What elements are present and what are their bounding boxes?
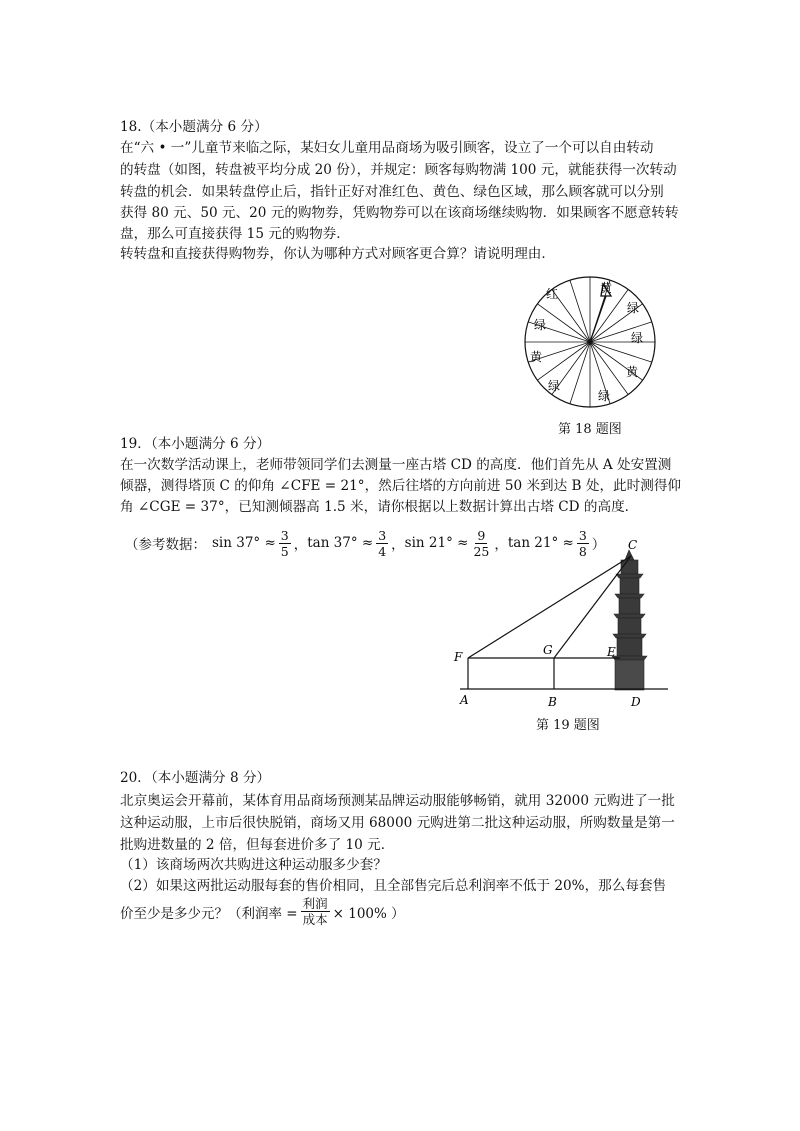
pagoda-geometry-figure — [450, 536, 680, 712]
q19-line-1: 在一次数学活动课上，老师带领同学们去测量一座古塔 CD 的高度．他们首先从 A 处安置测 — [120, 457, 672, 473]
q18-line-4: 获得 80 元、50 元、20 元的购物券，凭购物券可以在该商场继续购物．如果顾客不愿意转转 — [120, 205, 679, 221]
tan21-fraction: $\frac{3}{8}$ — [578, 527, 587, 559]
point-F: F — [454, 650, 463, 664]
q18-figure-caption: 第 18 题图 — [558, 422, 622, 437]
q18-line-2: 的转盘（如图，转盘被平均分成 20 份），并规定：顾客每购物满 100 元，就能获得一次转动 — [120, 162, 677, 178]
sin37-fraction: $\frac{3}{5}$ — [280, 527, 289, 559]
wheel-label-green-mid: 绿 — [631, 331, 644, 345]
wheel-label-red: 红 — [546, 287, 559, 301]
q20-header: 20．（本小题满分 8 分） — [120, 770, 271, 786]
point-E: E — [607, 645, 616, 659]
spinner-wheel-figure — [510, 272, 670, 412]
q18-line-1: 在“六 • 一”儿童节来临之际，某妇女儿童用品商场为吸引顾客，设立了一个可以自由转动 — [120, 140, 654, 156]
point-C: C — [628, 538, 638, 552]
wheel-label-yellow-top: 黄 — [600, 281, 613, 295]
wheel-sector-divider — [570, 342, 590, 404]
tan37-label: tan 37° ≈ — [307, 535, 374, 551]
point-A: A — [460, 693, 469, 707]
sep-1: ， — [293, 537, 308, 553]
q18-line-5: 盘，那么可直接获得 15 元的购物券． — [120, 226, 350, 242]
sin37-label: sin 37° ≈ — [212, 535, 276, 551]
wheel-label-yellow-right: 黄 — [626, 365, 639, 379]
sep-3: ， — [494, 537, 508, 553]
sin21-label: sin 21° ≈ — [404, 535, 469, 551]
point-G: G — [543, 643, 553, 657]
q20-line-3: 批购进数量的 2 倍，但每套进价多了 10 元． — [120, 837, 395, 853]
q19-header: 19．（本小题满分 6 分） — [120, 436, 271, 452]
q20-line-4: （1）该商场两次共购进这种运动服多少套？ — [120, 857, 387, 873]
q18-header: 18.（本小题满分 6 分） — [120, 119, 268, 135]
sep-2: ， — [391, 537, 405, 553]
wheel-label-green-right: 绿 — [627, 301, 640, 315]
point-D: D — [631, 695, 641, 709]
q19-line-2: 倾器，测得塔顶 C 的仰角 ∠CFE = 21°，然后往塔的方向前进 50 米到达 B 处，此时测得仰 — [120, 478, 682, 494]
wheel-label-green-bottom-left: 绿 — [548, 379, 561, 393]
wheel-sector-divider — [590, 342, 652, 362]
q20-last-suffix: × 100% ） — [332, 905, 405, 922]
q20-last-prefix: 价至少是多少元？（利润率 = — [120, 905, 298, 922]
q20-last-line — [120, 896, 405, 927]
wheel-label-green-left: 绿 — [534, 318, 547, 332]
wheel-label-yellow-left: 黄 — [530, 350, 543, 364]
pagoda-icon — [612, 550, 647, 690]
tan37-fraction: $\frac{3}{4}$ — [378, 527, 387, 559]
q20-line-1: 北京奥运会开幕前，某体育用品商场预测某品牌运动服能够畅销，就用 32000 元购进了一批 — [120, 793, 675, 809]
q19-figure-caption: 第 19 题图 — [536, 718, 600, 733]
q20-line-2: 这种运动服，上市后很快脱销，商场又用 68000 元购进第二批这种运动服，所购数量是第一 — [120, 815, 675, 831]
wheel-sector-divider — [590, 289, 628, 342]
profit-rate-fraction: $\frac{\text{利润}}{\text{成本}}$ — [302, 896, 328, 927]
q18-line-3: 转盘的机会．如果转盘停止后，指针正好对准红色、黄色、绿色区域，那么顾客就可以分别 — [120, 184, 664, 200]
wheel-label-green-bottom: 绿 — [598, 389, 611, 403]
ref-close: ） — [591, 537, 606, 553]
sin21-fraction: $\frac{9}{25}$ — [473, 527, 490, 559]
tan21-label: tan 21° ≈ — [507, 535, 574, 551]
wheel-sector-divider — [570, 280, 590, 342]
q18-line-6: 转转盘和直接获得购物券，你认为哪种方式对顾客更合算？请说明理由． — [120, 246, 555, 262]
q20-line-5: （2）如果这两批运动服每套的售价相同，且全部售完后总利润率不低于 20%，那么每套售 — [120, 878, 667, 894]
point-B: B — [548, 695, 557, 709]
wheel-sector-divider — [537, 342, 590, 380]
ref-open: （参考数据： — [125, 537, 206, 553]
q19-line-3: 角 ∠CGE = 37°，已知测倾器高 1.5 米，请你根据以上数据计算出古塔 CD 的高度． — [120, 499, 639, 515]
wheel-sector-divider — [590, 342, 628, 395]
